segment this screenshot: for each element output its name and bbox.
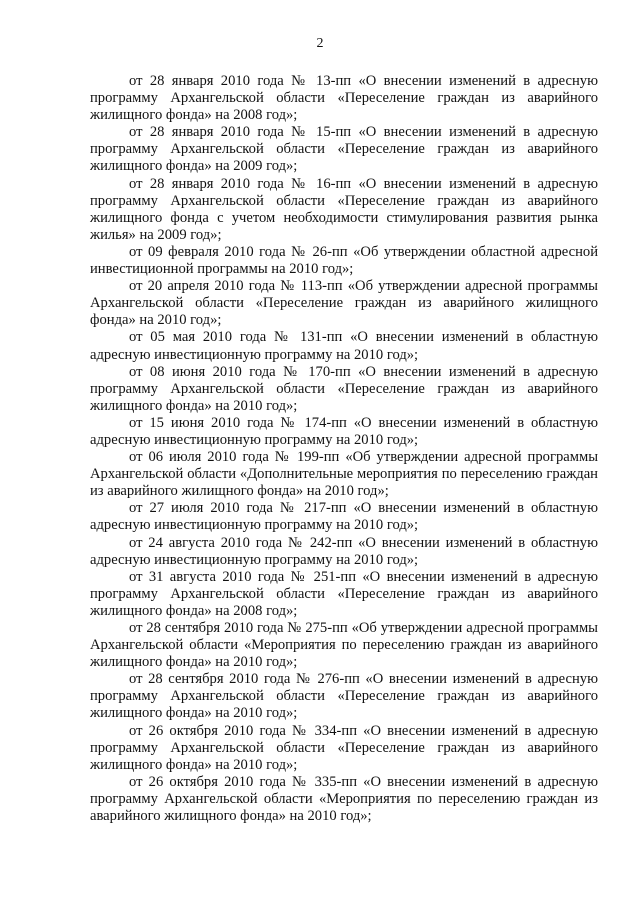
list-item: от 05 мая 2010 года № 131-пп «О внесении изменений в областную адресную инвестиционную программу на 2010 год»; <box>90 329 598 363</box>
page-number: 2 <box>316 36 324 51</box>
list-item: от 06 июля 2010 года № 199-пп «Об утверждении адресной программы Архангельской области «Дополнительные мероприятия по переселению граждан из аварийного жилищного фонда» на 2010 год»; <box>90 449 598 500</box>
list-item: от 26 октября 2010 года № 334-пп «О внесении изменений в адресную программу Архангельской области «Переселение граждан из аварийного жилищного фонда» на 2010 год»; <box>90 722 598 773</box>
list-item: от 28 января 2010 года № 16-пп «О внесении изменений в адресную программу Архангельской области «Переселение граждан из аварийного жилищного фонда с учетом необходимости стимулирования развития рынка жилья» на 2009 год»; <box>90 175 598 243</box>
list-item: от 24 августа 2010 года № 242-пп «О внесении изменений в областную адресную инвестиционную программу на 2010 год»; <box>90 534 598 568</box>
list-item: от 26 октября 2010 года № 335-пп «О внесении изменений в адресную программу Архангельской области «Мероприятия по переселению граждан из аварийного жилищного фонда» на 2010 год»; <box>90 773 598 825</box>
list-item: от 31 августа 2010 года № 251-пп «О внесении изменений в адресную программу Архангельской области «Переселение граждан из аварийного жилищного фонда» на 2008 год»; <box>90 568 598 619</box>
list-item: от 27 июля 2010 года № 217-пп «О внесении изменений в областную адресную инвестиционную программу на 2010 год»; <box>90 500 598 534</box>
list-item: от 28 января 2010 года № 13-пп «О внесении изменений в адресную программу Архангельской области «Переселение граждан из аварийного жилищного фонда» на 2008 год»; <box>90 73 598 124</box>
list-item: от 20 апреля 2010 года № 113-пп «Об утверждении адресной программы Архангельской области «Переселение граждан из аварийного жилищного фонда» на 2010 год»; <box>90 278 598 329</box>
list-item: от 08 июня 2010 года № 170-пп «О внесении изменений в адресную программу Архангельской области «Переселение граждан из аварийного жилищного фонда» на 2010 год»; <box>90 363 598 414</box>
list-item: от 28 января 2010 года № 15-пп «О внесении изменений в адресную программу Архангельской области «Переселение граждан из аварийного жилищного фонда» на 2009 год»; <box>90 124 598 175</box>
list-item: от 28 сентября 2010 года № 275-пп «Об утверждении адресной программы Архангельской области «Мероприятия по переселению граждан из аварийного жилищного фонда» на 2010 год»; <box>90 620 598 671</box>
list-item: от 28 сентября 2010 года № 276-пп «О внесении изменений в адресную программу Архангельской области «Переселение граждан из аварийного жилищного фонда» на 2010 год»; <box>90 671 598 722</box>
list-item: от 15 июня 2010 года № 174-пп «О внесении изменений в областную адресную инвестиционную программу на 2010 год»; <box>90 414 598 448</box>
list-item: от 09 февраля 2010 года № 26-пп «Об утверждении областной адресной инвестиционной программы на 2010 год»; <box>90 243 598 278</box>
document-body <box>90 73 598 825</box>
